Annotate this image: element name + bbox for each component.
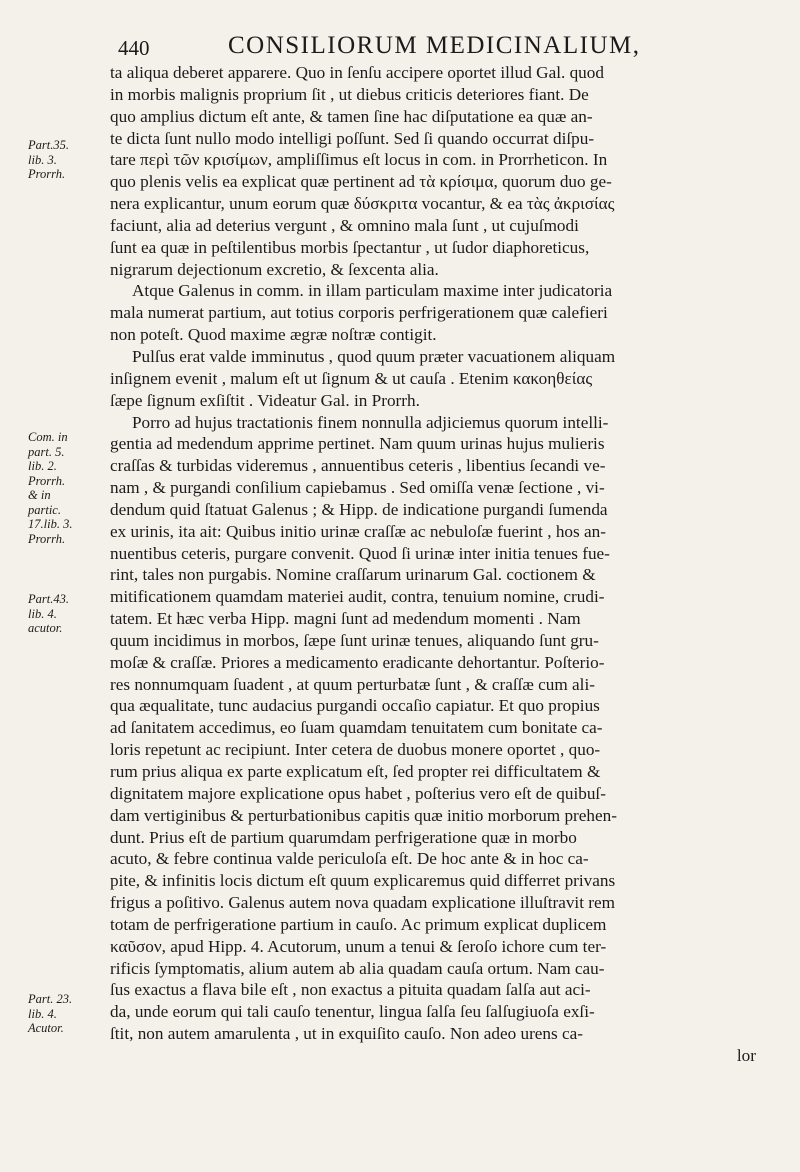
text-line: dendum quid ſtatuat Galenus ; & Hipp. de indicatione purgandi ſumenda	[110, 499, 608, 519]
margin-note-line: partic.	[28, 502, 61, 517]
text-line: Pulſus erat valde imminutus , quod quum præter vacuationem aliquam	[132, 346, 616, 366]
text-line: da, unde eorum qui tali cauſo tenentur, lingua ſalſa ſeu ſalſugiuoſa exſi-	[110, 1002, 595, 1022]
text-line: craſſas & turbidas videremus , annuentibus ceteris , libentius ſecandi ve-	[110, 456, 606, 476]
margin-note-line: lib. 4.	[28, 1006, 57, 1021]
text-line: res nonnumquam ſuadent , at quum perturbatæ ſunt , & craſſæ cum ali-	[110, 674, 595, 694]
text-line: faciunt, alia ad deterius vergunt , & omnino mala ſunt , ut cujuſmodi	[110, 215, 579, 235]
margin-note-line: Part.43.	[28, 592, 69, 606]
text-line: nuentibus ceteris, purgare convenit. Quod ſi urinæ inter initia tenues fue-	[110, 543, 610, 563]
text-line: moſæ & craſſæ. Priores a medicamento eradicante dehortantur. Poſterio-	[110, 652, 605, 672]
text-line: ta aliqua deberet apparere. Quo in ſenſu accipere oportet illud Gal. quod	[110, 63, 604, 82]
text-line: frigus a poſitivo. Galenus autem nova quadam explicatione illuſtravit rem	[110, 893, 615, 913]
margin-note-line: Part. 23.	[28, 992, 73, 1006]
page-number: 440	[118, 36, 150, 60]
text-line: ad ſanitatem accedimus, eo ſuam quamdam tenuitatem cum bonitate ca-	[110, 718, 603, 738]
text-line: nam , & purgandi conſilium capiebamus . Sed omiſſa venæ ſectione , vi-	[110, 478, 605, 498]
text-line: inſignem evenit , malum eſt ut ſignum & ut cauſa . Etenim κακοηθείας	[110, 368, 593, 388]
text-line: quum incidimus in morbos, ſæpe ſunt urinæ tenues, aliquando ſunt gru-	[110, 630, 599, 650]
text-line: ſus exactus a flava bile eſt , non exactus a pituita quadam ſalſa aut aci-	[110, 980, 591, 1000]
text-line: ex urinis, ita ait: Quibus initio urinæ craſſæ ac nebuloſæ fuerint , hos an-	[110, 521, 606, 541]
text-line: Porro ad hujus tractationis finem nonnulla adjiciemus quorum intelli-	[132, 412, 609, 432]
text-line: quo amplius dictum eſt ante, & tamen ſine hac diſputatione ea quæ an-	[110, 106, 593, 126]
text-line: gentia ad medendum apprime pertinet. Nam quum urinas hujus mulieris	[110, 434, 605, 454]
text-line: mala numerat partium, aut totius corporis perfrigerationem quæ calefieri	[110, 303, 608, 323]
running-header	[110, 30, 710, 62]
text-line: nera explicantur, unum eorum quæ δύσκριτα vocantur, & ea τὰς ἀκρισίας	[110, 194, 615, 214]
margin-note-line: acutor.	[28, 621, 63, 635]
text-line: te dicta ſunt nullo modo intelligi poſſunt. Sed ſi quando occurrat diſpu-	[110, 128, 595, 148]
margin-note-line: Com. in	[28, 430, 68, 444]
text-line: tare περὶ τῶν κρισίμων, ampliſſimus eſt locus in com. in Prorrheticon. In	[110, 150, 608, 170]
text-line: pite, & infinitis locis dictum eſt quum explicaremus quid differret privans	[110, 871, 616, 891]
text-line: ſtit, non autem amarulenta , ut in exquiſito cauſo. Non adeo urens ca-	[110, 1024, 583, 1044]
margin-note-line: Part.35.	[28, 138, 69, 152]
text-line: ſunt ea quæ in peſtilentibus morbis ſpectantur , ut ſudor diaphoreticus,	[110, 237, 590, 257]
text-line: dunt. Prius eſt de partium quarumdam perfrigeratione quæ in morbo	[110, 827, 577, 847]
text-line: tatem. Et hæc verba Hipp. magni ſunt ad medendum momenti . Nam	[110, 609, 581, 629]
text-line: Atque Galenus in comm. in illam particulam maxime inter judicatoria	[132, 281, 613, 301]
text-line: loris repetunt ac recipiunt. Inter cetera de duobus monere oportet , quo-	[110, 740, 601, 760]
text-line: acuto, & febre continua valde periculoſa eſt. De hoc ante & in hoc ca-	[110, 849, 589, 869]
margin-note-line: part. 5.	[28, 444, 65, 459]
margin-note-line: Acutor.	[28, 1021, 64, 1035]
margin-note-line: 17.lib. 3.	[28, 517, 73, 531]
catchword: lor	[736, 1045, 756, 1065]
margin-note-line: Prorrh.	[28, 167, 66, 181]
running-title: CONSILIORUM MEDICINALIUM,	[228, 32, 641, 59]
margin-note-line: lib. 4.	[28, 606, 57, 621]
text-line: nigrarum dejectionum excretio, & ſexcenta alia.	[110, 259, 439, 279]
text-line: καῦσον, apud Hipp. 4. Acutorum, unum a tenui & ſeroſo ichore cum ter-	[110, 936, 607, 956]
text-line: dignitatem majore explicatione opus habet , poſterius vero eſt de quibuſ-	[110, 783, 606, 803]
text-line: qua æqualitate, tunc audacius purgandi occaſio capiatur. Et quo propius	[110, 696, 600, 716]
text-line: ſæpe ſignum exſiſtit . Videatur Gal. in Prorrh.	[110, 390, 420, 410]
margin-note-line: & in	[28, 488, 51, 502]
text-line: non poteſt. Quod maxime ægræ noſtræ contigit.	[110, 325, 437, 345]
margin-note-line: Prorrh.	[28, 531, 66, 546]
text-line: dam vertiginibus & perturbationibus capitis quæ initio morborum prehen-	[110, 805, 617, 825]
text-line: in morbis malignis proprium ſit , ut diebus criticis deteriores fiant. De	[110, 84, 589, 104]
text-line: rificis ſymptomatis, alium autem ab alia quadam cauſa ortum. Nam cau-	[110, 958, 605, 978]
text-line: totam de perfrigeratione partium in cauſo. Ac primum explicat duplicem	[110, 914, 607, 934]
text-line: mitificationem quamdam materiei audit, contra, tenuium nomine, crudi-	[110, 587, 605, 607]
main-text	[110, 62, 760, 1067]
margin-note	[28, 592, 108, 636]
margin-note	[28, 430, 108, 546]
margin-note-line: lib. 3.	[28, 152, 57, 167]
margin-note-line: lib. 2.	[28, 459, 57, 473]
margin-note-line: Prorrh.	[28, 473, 66, 488]
margin-note	[28, 992, 108, 1036]
text-line: rum prius aliqua ex parte explicatum eſt, ſed propter rei difficultatem &	[110, 762, 601, 781]
margin-note	[28, 138, 108, 182]
text-line: quo plenis velis ea explicat quæ pertinent ad τὰ κρίσιμα, quorum duo ge-	[110, 172, 612, 192]
text-line: rint, tales non purgabis. Nomine craſſarum urinarum Gal. coctionem &	[110, 565, 596, 585]
